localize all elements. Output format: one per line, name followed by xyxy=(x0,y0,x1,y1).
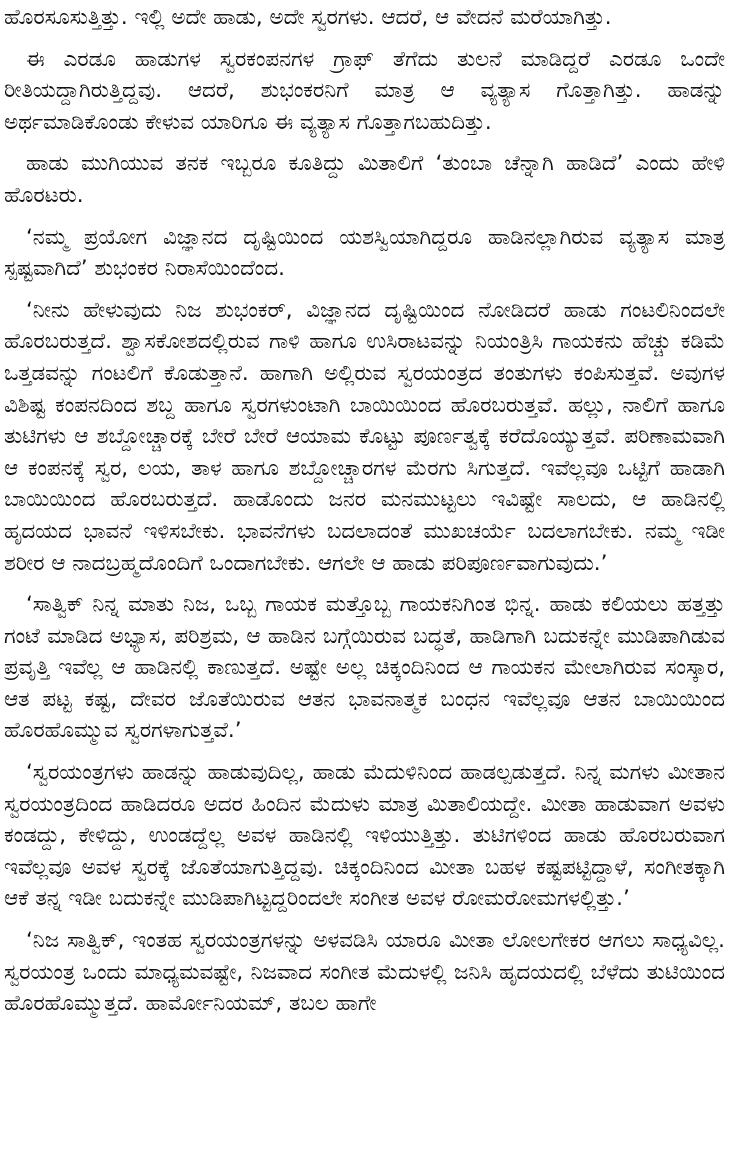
paragraph-2: ಈ ಎರಡೂ ಹಾಡುಗಳ ಸ್ವರಕಂಪನಗಳ ಗ್ರಾಫ್ ತೆಗೆದು ತುಲನೆ ಮಾಡಿದ್ದರೆ ಎರಡೂ ಒಂದೇ ರೀತಿಯದ್ದಾಗಿರುತ್ತಿದ್ದವು. ಆದರೆ, ಶುಭಂಕರನಿಗೆ ಮಾತ್ರ ಆ ವ್ಯತ್ಯಾಸ ಗೊತ್ತಾಗಿತ್ತು. ಹಾಡನ್ನು ಅರ್ಥಮಾಡಿಕೊಂಡು ಕೇಳುವ ಯಾರಿಗೂ ಈ ವ್ಯತ್ಯಾಸ ಗೊತ್ತಾಗಬಹುದಿತ್ತು. xyxy=(4,46,725,135)
paragraph-7: ‘ಸ್ವರಯಂತ್ರಗಳು ಹಾಡನ್ನು ಹಾಡುವುದಿಲ್ಲ, ಹಾಡು ಮೆದುಳಿನಿಂದ ಹಾಡಲ್ಪಡುತ್ತದೆ. ನಿನ್ನ ಮಗಳು ಮೀತಾನ ಸ್ವರಯಂತ್ರದಿಂದ ಹಾಡಿದರೂ ಅದರ ಹಿಂದಿನ ಮೆದುಳು ಮಾತ್ರ ಮಿತಾಲಿಯದ್ದೇ. ಮೀತಾ ಹಾಡುವಾಗ ಅವಳು ಕಂಡದ್ದು, ಕೇಳಿದ್ದು, ಉಂಡದ್ದೆಲ್ಲ ಅವಳ ಹಾಡಿನಲ್ಲಿ ಇಳಿಯುತ್ತಿತ್ತು. ತುಟಿಗಳಿಂದ ಹಾಡು ಹೊರಬರುವಾಗ ಇವೆಲ್ಲವೂ ಅವಳ ಸ್ವರಕ್ಕೆ ಜೊತೆಯಾಗುತ್ತಿದ್ದವು. ಚಿಕ್ಕಂದಿನಿಂದ ಮೀತಾ ಬಹಳ ಕಷ್ಟಪಟ್ಟಿದ್ದಾಳೆ, ಸಂಗೀತಕ್ಕಾಗಿ ಆಕೆ ತನ್ನ ಇಡೀ ಬದುಕನ್ನೇ ಮುಡಿಪಾಗಿಟ್ಟದ್ದರಿಂದಲೇ ಸಂಗೀತ ಅವಳ ರೋಮರೋಮಗಳಲ್ಲಿತ್ತು.’ xyxy=(4,760,725,912)
paragraph-1: ಹೊರಸೂಸುತ್ತಿತ್ತು. ಇಲ್ಲಿ ಅದೇ ಹಾಡು, ಅದೇ ಸ್ವರಗಳು. ಆದರೆ, ಆ ವೇದನೆ ಮರೆಯಾಗಿತ್ತು. xyxy=(4,5,612,30)
paragraph-5: ‘ನೀನು ಹೇಳುವುದು ನಿಜ ಶುಭಂಕರ್, ವಿಜ್ಞಾನದ ದೃಷ್ಟಿಯಿಂದ ನೋಡಿದರೆ ಹಾಡು ಗಂಟಲಿನಿಂದಲೇ ಹೊರಬರುತ್ತದೆ. ಶ್ವಾಸಕೋಶದಲ್ಲಿರುವ ಗಾಳಿ ಹಾಗೂ ಉಸಿರಾಟವನ್ನು ನಿಯಂತ್ರಿಸಿ ಗಾಯಕನು ಹೆಚ್ಚು ಕಡಿಮೆ ಒತ್ತಡವನ್ನು ಗಂಟಲಿಗೆ ಕೊಡುತ್ತಾನೆ. ಹಾಗಾಗಿ ಅಲ್ಲಿರುವ ಸ್ವರಯಂತ್ರದ ತಂತುಗಳು ಕಂಪಿಸುತ್ತವೆ. ಅವುಗಳ ವಿಶಿಷ್ಟ ಕಂಪನದಿಂದ ಶಬ್ದ ಹಾಗೂ ಸ್ವರಗಳುಂಟಾಗಿ ಬಾಯಿಯಿಂದ ಹೊರಬರುತ್ತವೆ. ಹಲ್ಲು, ನಾಲಿಗೆ ಹಾಗೂ ತುಟಿಗಳು ಆ ಶಬ್ದೋಚ್ಚಾರಕ್ಕೆ ಬೇರೆ ಬೇರೆ ಆಯಾಮ ಕೊಟ್ಟು ಪೂರ್ಣತ್ವಕ್ಕೆ ಕರೆದೊಯ್ಯುತ್ತವೆ. ಪರಿಣಾಮವಾಗಿ ಆ ಕಂಪನಕ್ಕೆ ಸ್ವರ, ಲಯ, ತಾಳ ಹಾಗೂ ಶಬ್ದೋಚ್ಚಾರಗಳ ಮೆರಗು ಸಿಗುತ್ತದೆ. ಇವೆಲ್ಲವೂ ಒಟ್ಟಿಗೆ ಹಾಡಾಗಿ ಬಾಯಿಯಿಂದ ಹೊರಬರುತ್ತದೆ. ಹಾಡೊಂದು ಜನರ ಮನಮುಟ್ಟಲು ಇವಿಷ್ಟೇ ಸಾಲದು, ಆ ಹಾಡಿನಲ್ಲಿ ಹೃದಯದ ಭಾವನೆ ಇಳಿಸಬೇಕು. ಭಾವನೆಗಳು ಬದಲಾದಂತೆ ಮುಖಚರ್ಯೆ ಬದಲಾಗಬೇಕು. ನಮ್ಮ ಇಡೀ ಶರೀರ ಆ ನಾದಬ್ರಹ್ಮದೊಂದಿಗೆ ಒಂದಾಗಬೇಕು. ಆಗಲೇ ಆ ಹಾಡು ಪರಿಪೂರ್ಣವಾಗುವುದು.’ xyxy=(4,297,725,576)
paragraph-3: ಹಾಡು ಮುಗಿಯುವ ತನಕ ಇಬ್ಬರೂ ಕೂತಿದ್ದು ಮಿತಾಲಿಗೆ ‘ತುಂಬಾ ಚೆನ್ನಾಗಿ ಹಾಡಿದೆ’ ಎಂದು ಹೇಳಿ ಹೊರಟರು. xyxy=(4,151,725,208)
paragraph-6: ‘ಸಾತ್ವಿಕ್ ನಿನ್ನ ಮಾತು ನಿಜ, ಒಬ್ಬ ಗಾಯಕ ಮತ್ತೊಬ್ಬ ಗಾಯಕನಿಗಿಂತ ಭಿನ್ನ. ಹಾಡು ಕಲಿಯಲು ಹತ್ತತ್ತು ಗಂಟೆ ಮಾಡಿದ ಅಭ್ಯಾಸ, ಪರಿಶ್ರಮ, ಆ ಹಾಡಿನ ಬಗ್ಗೆಯಿರುವ ಬದ್ಧತೆ, ಹಾಡಿಗಾಗಿ ಬದುಕನ್ನೇ ಮುಡಿಪಾಗಿಡುವ ಪ್ರವೃತ್ತಿ ಇವೆಲ್ಲ ಆ ಹಾಡಿನಲ್ಲಿ ಕಾಣುತ್ತದೆ. ಅಷ್ಟೇ ಅಲ್ಲ ಚಿಕ್ಕಂದಿನಿಂದ ಆ ಗಾಯಕನ ಮೇಲಾಗಿರುವ ಸಂಸ್ಕಾರ, ಆತ ಪಟ್ಟ ಕಷ್ಟ, ದೇವರ ಜೊತೆಯಿರುವ ಆತನ ಭಾವನಾತ್ಮಕ ಬಂಧನ ಇವೆಲ್ಲವೂ ಆತನ ಬಾಯಿಯಿಂದ ಹೊರಹೊಮ್ಮುವ ಸ್ವರಗಳಾಗುತ್ತವೆ.’ xyxy=(4,592,725,744)
paragraph-8: ‘ನಿಜ ಸಾತ್ವಿಕ್, ಇಂತಹ ಸ್ವರಯಂತ್ರಗಳನ್ನು ಅಳವಡಿಸಿ ಯಾರೂ ಮೀತಾ ಲೋಲಗೇಕರ ಆಗಲು ಸಾಧ್ಯವಿಲ್ಲ. ಸ್ವರಯಂತ್ರ ಒಂದು ಮಾಧ್ಯಮವಷ್ಟೇ, ನಿಜವಾದ ಸಂಗೀತ ಮೆದುಳಲ್ಲಿ ಜನಿಸಿ ಹೃದಯದಲ್ಲಿ ಬೆಳೆದು ತುಟಿಯಿಂದ ಹೊರಹೊಮ್ಮುತ್ತದೆ. ಹಾರ್ಮೋನಿಯಮ್, ತಬಲ ಹಾಗೇ xyxy=(4,928,725,1017)
paragraph-4: ‘ನಮ್ಮ ಪ್ರಯೋಗ ವಿಜ್ಞಾನದ ದೃಷ್ಟಿಯಿಂದ ಯಶಸ್ವಿಯಾಗಿದ್ದರೂ ಹಾಡಿನಲ್ಲಾಗಿರುವ ವ್ಯತ್ಯಾಸ ಮಾತ್ರ ಸ್ಪಷ್ಟವಾಗಿದೆ’ ಶುಭಂಕರ ನಿರಾಸೆಯಿಂದೆಂದ. xyxy=(4,224,725,282)
